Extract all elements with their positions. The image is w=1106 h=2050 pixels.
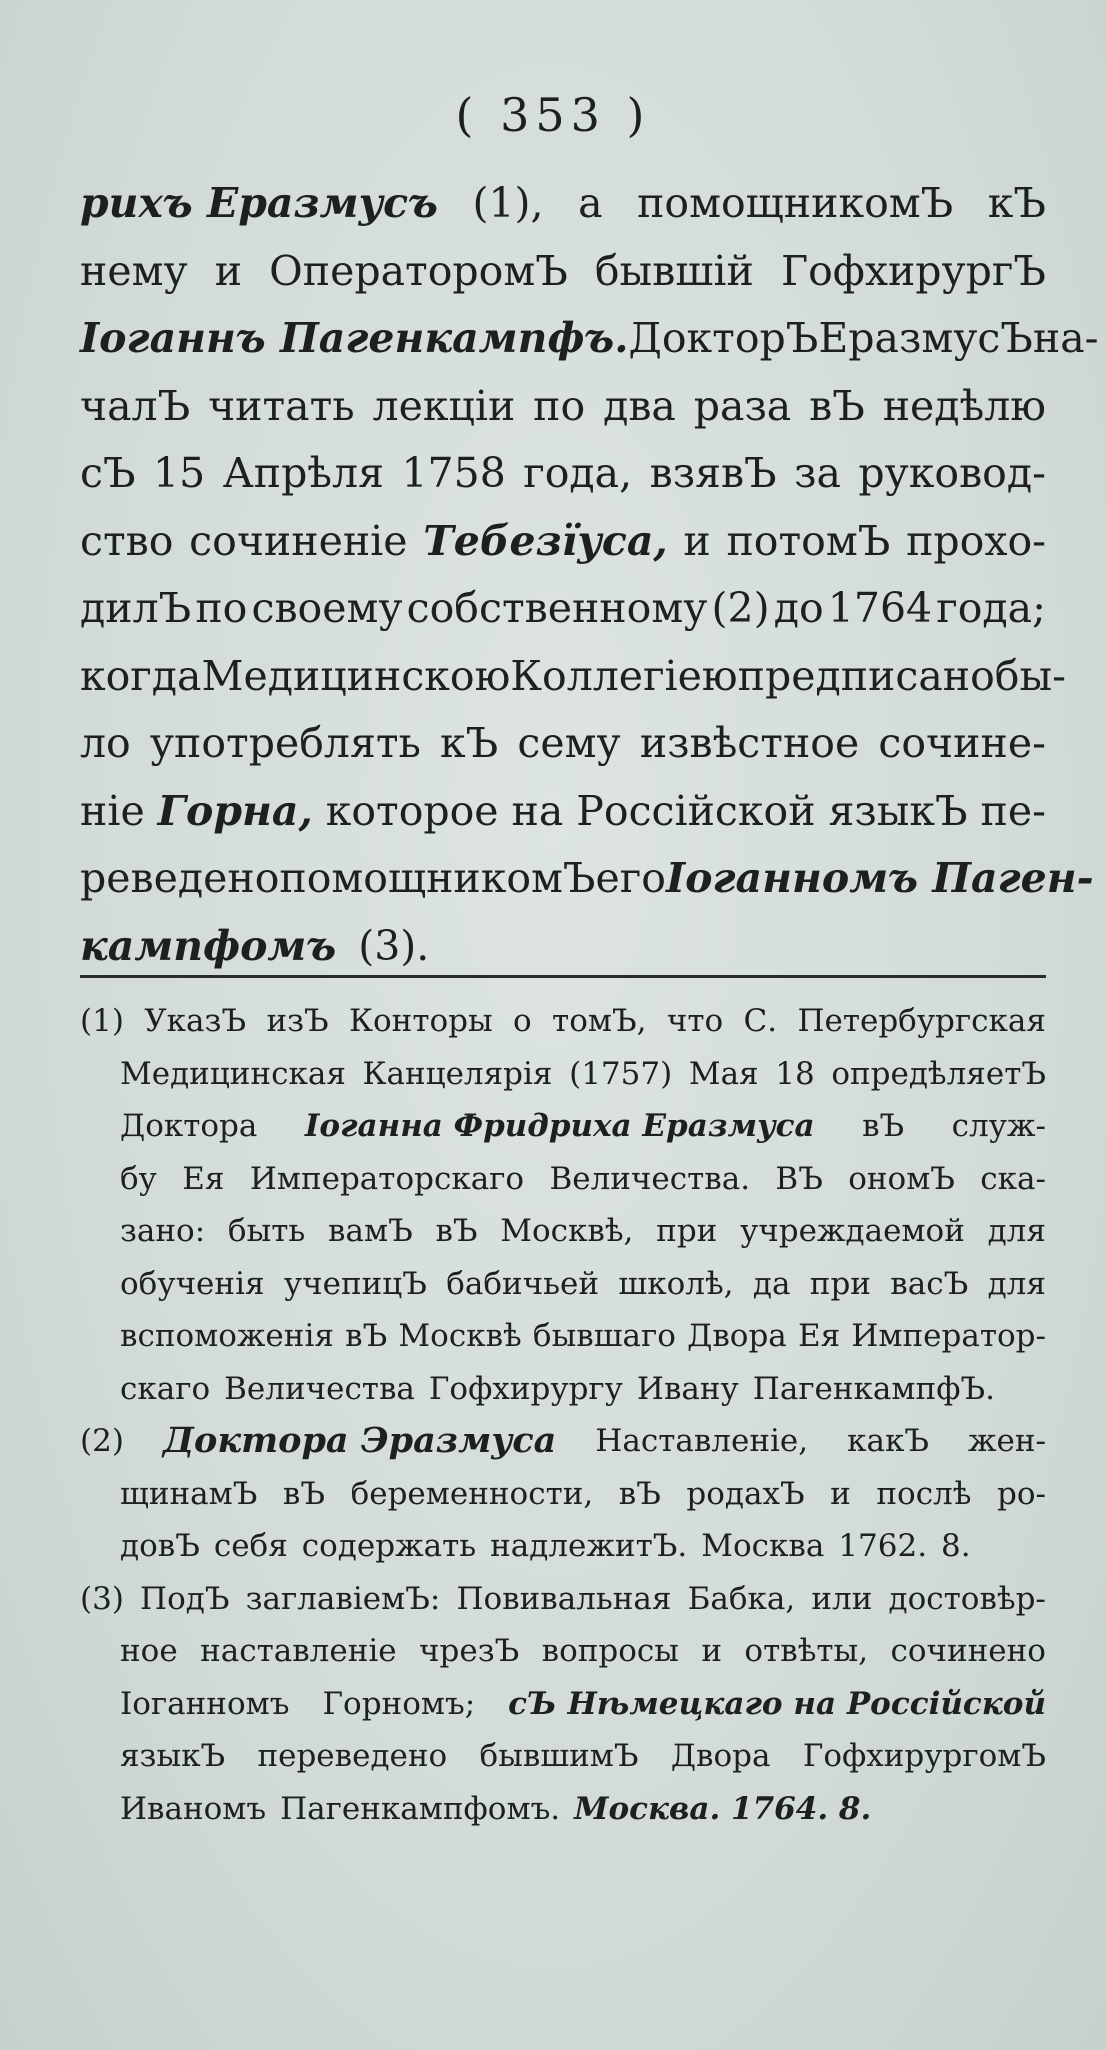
footnote-word: родахЪ (686, 1475, 805, 1512)
footnote-word: переведено (257, 1738, 448, 1774)
footnote-word: вопросы (541, 1633, 679, 1669)
footnote-word: С. (743, 1003, 778, 1039)
footnote-word: себя (213, 1528, 288, 1564)
footnote-word: бабичьей (446, 1265, 600, 1302)
footnote-line (80, 995, 1046, 1048)
footnote-word: Москва (701, 1528, 825, 1564)
footnote-n3 (80, 1573, 1046, 1836)
text-line-4: чалЪ читать лекціи по два раза вЪ недѣлю (80, 381, 1046, 430)
text-line-10: ніе Горна, которое на Россійской языкЪ пе- (80, 786, 1046, 835)
footnote-word: ро- (997, 1475, 1046, 1512)
footnote-word: и (830, 1475, 851, 1512)
footnotes (80, 995, 1046, 1835)
text-line-5: сЪ 15 Апрѣля 1758 года, взявЪ за руковод- (80, 449, 1046, 497)
footnote-line (80, 1468, 1046, 1521)
footnote-word: достовѣр- (888, 1580, 1046, 1617)
text-line-1: рихъ Еразмусъ (1), а помощникомЪ кЪ (80, 179, 1046, 227)
footnote-word: и (701, 1633, 723, 1669)
footnote-word: жен- (967, 1423, 1046, 1459)
footnote-word: вЪ (435, 1213, 478, 1249)
footnote-word: Іоганна Фридриха Еразмуса (304, 1108, 815, 1144)
footnote-word: о (513, 1003, 532, 1039)
footnote-word: 8. (941, 1528, 971, 1564)
footnote-word: Канцелярія (362, 1055, 553, 1092)
footnote-word: учреждаемой (740, 1213, 965, 1249)
footnote-word: при (656, 1213, 718, 1249)
footnote-line (80, 1783, 1046, 1836)
footnote-word: или (811, 1580, 873, 1617)
footnote-divider (80, 975, 1046, 978)
footnote-word: беременности, (350, 1475, 594, 1512)
footnote-word: что (666, 1003, 724, 1039)
footnote-word: да (752, 1265, 791, 1302)
footnote-word: Двора (687, 1318, 787, 1354)
page-number: ( 353 ) (455, 88, 651, 142)
footnote-word: Доктора (120, 1108, 258, 1144)
footnote-word: вЪ (345, 1318, 388, 1354)
footnote-word: Ея (182, 1160, 225, 1197)
footnote-word: изЪ (266, 1003, 329, 1039)
footnote-word: томЪ, (552, 1003, 647, 1039)
footnote-word: ска- (980, 1160, 1046, 1197)
footnote-word: бывшаго (532, 1318, 676, 1354)
footnote-word: Ивану (636, 1370, 739, 1407)
footnote-word: Императорскаго (249, 1160, 525, 1197)
footnote-word: учепицЪ (283, 1265, 427, 1302)
footnote-word: языкЪ (120, 1738, 226, 1774)
footnote-word: при (809, 1265, 871, 1302)
footnote-word: Мая (688, 1055, 759, 1092)
footnote-n2 (80, 1415, 1046, 1573)
footnote-word: для (987, 1265, 1046, 1302)
footnote-word: для (987, 1213, 1046, 1249)
footnote-line (80, 1205, 1046, 1258)
footnote-line (80, 1258, 1046, 1311)
footnote-line (80, 1100, 1046, 1153)
text-line-3: Іоганнъ Пагенкампфъ. ДокторЪ ЕразмусЪ на- (80, 314, 1099, 362)
footnote-word: (3) (80, 1580, 124, 1617)
footnote-word: Москва. 1764. 8. (574, 1790, 872, 1827)
footnote-word: васЪ (890, 1265, 969, 1302)
footnote-word: наставленіе (200, 1633, 397, 1669)
text-line-8: когда Медицинскою Коллегіею предписано бы- (80, 651, 1066, 700)
footnote-word: опредѣляетЪ (831, 1055, 1046, 1092)
footnote-word: надлежитЪ. (490, 1528, 688, 1564)
footnote-line (80, 1153, 1046, 1206)
footnote-word: довЪ (120, 1528, 200, 1564)
footnote-line (80, 1573, 1046, 1626)
footnote-word: вспоможенія (120, 1318, 334, 1354)
footnote-word: ГофхирургомЪ (802, 1738, 1046, 1774)
footnote-word: ПодЪ (140, 1580, 230, 1617)
footnote-word: Иваномъ (120, 1790, 267, 1827)
footnote-word: сЪ Нѣмецкаго на Россійской (508, 1685, 1046, 1722)
footnote-word: заглавіемЪ: (245, 1580, 441, 1617)
footnote-word: Іоганномъ (120, 1685, 290, 1722)
footnote-word: щинамЪ (120, 1475, 258, 1512)
text-line-12: кампфомъ (3). (80, 921, 430, 970)
footnote-line (80, 1363, 1046, 1416)
footnote-word: УказЪ (144, 1003, 247, 1039)
footnote-word: Наставленіе, (595, 1423, 809, 1459)
footnote-word: вЪ (618, 1475, 661, 1512)
footnote-word: зано: (120, 1213, 206, 1249)
footnote-word: Бабка, (687, 1580, 796, 1617)
footnote-word: Двора (670, 1738, 771, 1774)
footnote-word: Ея (797, 1318, 841, 1354)
footnote-word: Конторы (349, 1003, 493, 1039)
footnote-word: содержать (301, 1528, 477, 1564)
footnote-word: Повивальная (456, 1580, 672, 1617)
footnote-line (80, 1678, 1046, 1731)
footnote-line (80, 1730, 1046, 1783)
footnote-word: Величества (224, 1370, 415, 1407)
text-line-2: нему и ОператоромЪ бывшій ГофхирургЪ (80, 246, 1046, 295)
footnote-word: вамЪ (328, 1213, 413, 1249)
text-line-9: ло употреблять кЪ сему извѣстное сочине- (80, 719, 1046, 767)
footnote-line (80, 1310, 1046, 1363)
footnote-word: (1757) (569, 1055, 673, 1092)
footnote-word: Петербургская (797, 1003, 1046, 1039)
footnote-word: Горномъ; (322, 1685, 476, 1722)
footnote-word: Москвѣ, (500, 1213, 634, 1249)
footnote-word: 1762. (838, 1528, 928, 1564)
text-line-11: реведено помощникомЪ его Іоганномъ Паген- (80, 854, 1094, 902)
footnote-line (80, 1520, 1046, 1573)
footnote-word: 18 (775, 1055, 815, 1092)
footnote-word: школѣ, (618, 1265, 734, 1302)
footnote-word: ВЪ (775, 1160, 823, 1197)
footnote-word: Величества. (549, 1160, 751, 1197)
footnote-word: Москвѣ (398, 1318, 522, 1354)
footnote-n1 (80, 995, 1046, 1415)
footnote-word: Доктора Эразмуса (162, 1420, 557, 1461)
main-text (80, 170, 1099, 980)
footnote-word: послѣ (876, 1475, 972, 1512)
footnote-line (80, 1048, 1046, 1101)
footnote-word: (2) (80, 1423, 124, 1459)
footnote-word: сочинено (890, 1633, 1046, 1669)
footnote-word: Пагенкампфомъ. (280, 1790, 561, 1827)
footnote-word: Гофхирургу (428, 1370, 623, 1407)
footnote-word: ное (120, 1633, 178, 1669)
footnote-word: бывшимЪ (479, 1738, 639, 1774)
footnote-word: какЪ (847, 1423, 929, 1459)
footnote-word: вЪ (862, 1108, 905, 1144)
footnote-word: обученія (120, 1265, 265, 1302)
footnote-word: чрезЪ (419, 1633, 520, 1669)
text-line-7: дилЪ по своему собственному (2) до 1764 года; (80, 584, 1046, 632)
footnote-line (80, 1625, 1046, 1678)
footnote-word: бу (120, 1160, 157, 1197)
footnote-word: (1) (80, 1003, 124, 1039)
footnote-word: быть (227, 1213, 306, 1249)
footnote-word: Медицинская (120, 1055, 346, 1092)
footnote-word: скаго (120, 1370, 211, 1407)
text-line-6: ство сочиненіе Тебезїуса, и потомЪ прохо- (80, 516, 1046, 565)
footnote-word: Император- (851, 1318, 1046, 1354)
footnote-line (80, 1415, 1046, 1468)
footnote-word: ономЪ (848, 1160, 955, 1197)
footnote-word: служ- (951, 1108, 1046, 1144)
footnote-word: отвѣты, (744, 1633, 869, 1669)
footnote-word: ПагенкампфЪ. (752, 1370, 995, 1407)
footnote-word: вЪ (282, 1475, 326, 1512)
